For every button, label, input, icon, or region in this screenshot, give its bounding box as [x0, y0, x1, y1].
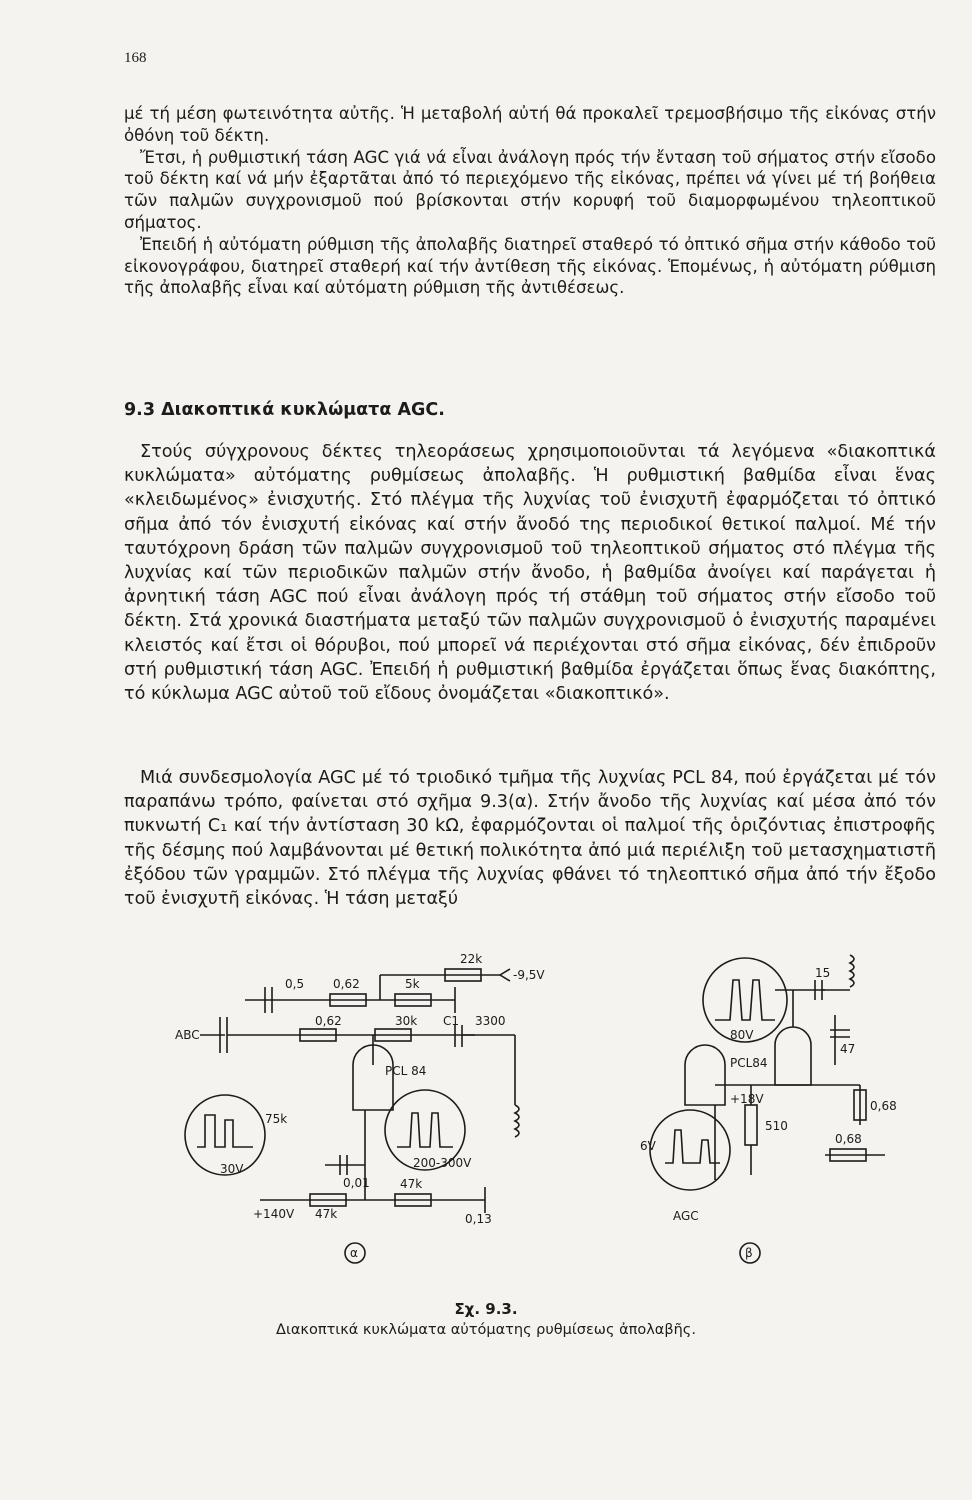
- paragraph: μέ τή μέση φωτεινότητα αὐτῆς. Ἡ μεταβολή αὐτή θά προκαλεῖ τρεμοσβήσιμο τῆς εἰκόνας στήν ὀθόνη τοῦ δέκτη.: [124, 104, 936, 145]
- intro-text: [124, 103, 936, 299]
- label: 0,01: [343, 1176, 370, 1190]
- label: 80V: [730, 1028, 754, 1042]
- waveform-circle: [650, 1110, 730, 1190]
- label: 5k: [405, 977, 420, 991]
- label: ABC: [175, 1028, 200, 1042]
- label: 22k: [460, 952, 483, 966]
- page-number: 168: [124, 50, 147, 66]
- label: 15: [815, 966, 831, 980]
- section-text-continued: [124, 766, 936, 911]
- label: 0,13: [465, 1212, 492, 1226]
- circuit-diagram: [125, 935, 905, 1265]
- paragraph: Μιά συνδεσμολογία AGC μέ τό τριοδικό τμῆμα τῆς λυχνίας PCL 84, πού ἐργάζεται μέ τόν παραπάνω τρόπο, φαίνεται στό σχῆμα 9.3(α). Στήν ἄνοδο τῆς λυχνίας καί μέσα ἀπό τόν πυκνωτή C₁ καί τήν ἀντίσταση 30 kΩ, ἐφαρμόζονται οἱ παλμοί τῆς ὁριζόντιας ἐπιστροφῆς τῆς δέσμης πού λαμβάνονται μέ θετική πολικότητα ἀπό μιά περιέλιξη τοῦ μετασχηματιστῆ ἐξόδου τῶν γραμμῶν. Στό πλέγμα τῆς λυχνίας φθάνει τό τηλεοπτικό σῆμα ἀπό τήν ἔξοδο τοῦ ἐνισχυτῆ εἰκόνας. Ἡ τάση μεταξύ: [124, 768, 936, 910]
- paragraph: Στούς σύγχρονους δέκτες τηλεοράσεως χρησιμοποιοῦνται τά λεγόμενα «διακοπτικά κυκλώματα» αὐτόματης ρυθμίσεως ἀπολαβῆς. Ἡ ρυθμιστική βαθμίδα εἶναι ἕνας «κλειδωμένος» ἐνισχυτής. Στό πλέγμα τῆς λυχνίας τοῦ ἐνισχυτῆ ἐφαρμόζεται τό ὀπτικό σῆμα ἀπό τόν ἐνισχυτή εἰκόνας καί στήν ἄνοδό της περιοδικοί θετικοί παλμοί. Μέ τήν ταυτόχρονη δράση τῶν παλμῶν συγχρονισμοῦ τοῦ τηλεοπτικοῦ σήματος στό πλέγμα τῆς λυχνίας καί τῶν περιοδικῶν παλμῶν στήν ἄνοδο, ἡ βαθμίδα ἀνοίγει καί παράγεται ἡ ἀρνητική τάση AGC πού εἶναι ἀνάλογη πρός τή στάθμη τοῦ σήματος στήν εἴσοδο τοῦ δέκτη. Στά χρονικά διαστήματα μεταξύ τῶν παλμῶν συγχρονισμοῦ ὁ ἐνισχυτής παραμένει κλειστός καί ἔτσι οἱ θόρυβοι, πού μπορεῖ νά περιέχονται στό σῆμα εἰκόνας, δέν ἐπιδροῦν στή ρυθμιστική τάση AGC. Ἐπειδή ἡ ρυθμιστική βαθμίδα ἐργάζεται ὅπως ἕνας διακόπτης, τό κύκλωμα AGC αὐτοῦ τοῦ εἴδους ὀνομάζεται «διακοπτικό».: [124, 442, 936, 705]
- label: C1: [443, 1014, 460, 1028]
- section-heading: 9.3 Διακοπτικά κυκλώματα AGC.: [124, 400, 445, 420]
- label: 0,68: [870, 1099, 897, 1113]
- label: PCL 84: [385, 1064, 427, 1078]
- label: 47k: [400, 1177, 423, 1191]
- label: -9,5V: [513, 968, 545, 982]
- label: 0,68: [835, 1132, 862, 1146]
- tube: [685, 1045, 725, 1105]
- circuit-figure: [125, 935, 905, 1265]
- circuit-beta-labels: [640, 966, 897, 1260]
- label: 47: [840, 1042, 856, 1056]
- figure-tag: β: [745, 1246, 753, 1260]
- section-text: [124, 440, 936, 706]
- figure-caption: Διακοπτικά κυκλώματα αὐτόματης ρυθμίσεως ἀπολαβῆς.: [276, 1322, 696, 1338]
- label: +140V: [253, 1207, 295, 1221]
- resistor: [745, 1105, 757, 1145]
- label: 75k: [265, 1112, 288, 1126]
- label: 6V: [640, 1139, 656, 1153]
- label: +18V: [730, 1092, 764, 1106]
- label: 30V: [220, 1162, 244, 1176]
- figure-tag: α: [350, 1246, 358, 1260]
- label: AGC: [673, 1209, 699, 1223]
- label: 0,62: [315, 1014, 342, 1028]
- label: 30k: [395, 1014, 418, 1028]
- label: 3300: [475, 1014, 506, 1028]
- paragraph: Ἔτσι, ἡ ρυθμιστική τάση AGC γιά νά εἶναι ἀνάλογη πρός τήν ἔνταση τοῦ σήματος στήν εἴσοδο τοῦ δέκτη καί νά μήν ἐξαρτᾶται ἀπό τό περιεχόμενο τῆς εἰκόνας, πρέπει νά γίνει μέ τή βοήθεια τῶν παλμῶν συγχρονισμοῦ πού βρίσκονται στήν κορυφή τοῦ διαμορφωμένου τηλεοπτικοῦ σήματος.: [124, 147, 936, 232]
- label: 200-300V: [413, 1156, 472, 1170]
- paragraph: Ἐπειδή ἡ αὐτόματη ρύθμιση τῆς ἀπολαβῆς διατηρεῖ σταθερό τό ὀπτικό σῆμα στήν κάθοδο τοῦ εἰκονογράφου, διατηρεῖ σταθερή καί τήν ἀντίθεση τῆς εἰκόνας. Ἑπομένως, ἡ αὐτόματη ρύθμιση τῆς ἀπολαβῆς εἶναι καί αὐτόματη ρύθμιση τῆς ἀντιθέσεως.: [124, 234, 936, 298]
- label: 510: [765, 1119, 788, 1133]
- figure-caption-number: Σχ. 9.3.: [454, 1300, 518, 1318]
- label: 0,62: [333, 977, 360, 991]
- circuit-alpha-labels: [175, 952, 545, 1260]
- label: PCL84: [730, 1056, 768, 1070]
- label: 0,5: [285, 977, 305, 991]
- tube: [775, 1027, 811, 1085]
- label: 47k: [315, 1207, 338, 1221]
